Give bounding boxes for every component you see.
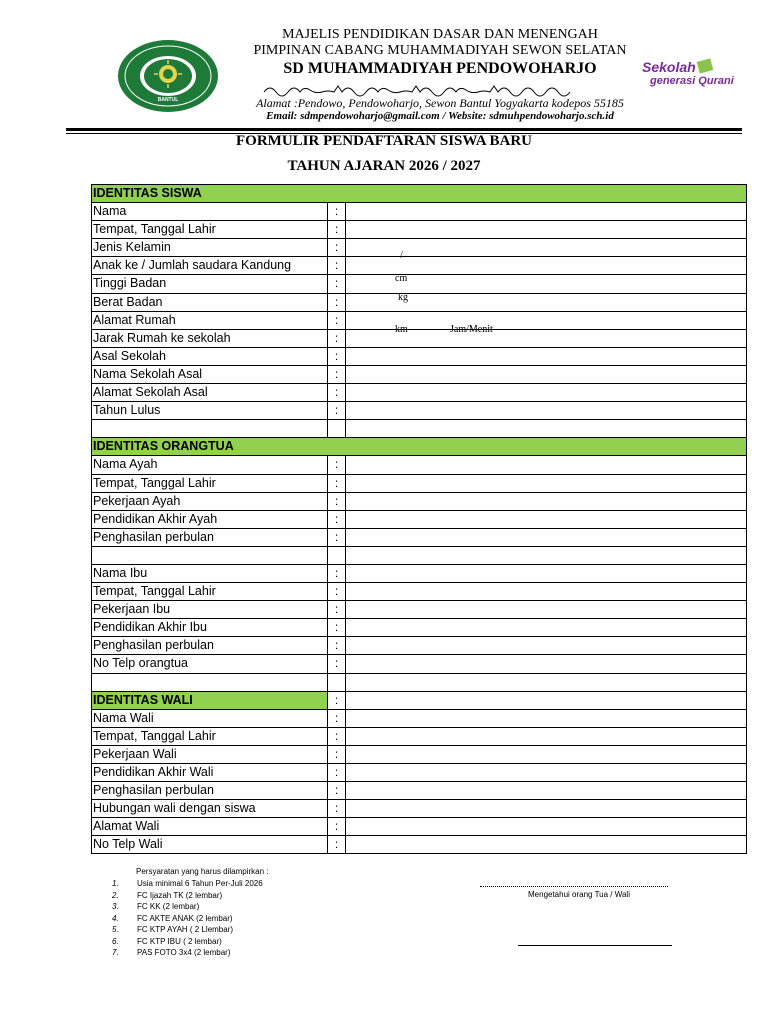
colon: :: [328, 275, 346, 293]
requirement-number: 6.: [112, 936, 119, 946]
form-row: [92, 312, 747, 330]
requirement-item: [112, 879, 263, 888]
section-title: IDENTITAS SISWA: [92, 185, 747, 203]
requirement-item: [112, 891, 222, 900]
section-title: IDENTITAS WALI: [92, 692, 328, 710]
requirement-number: 3.: [112, 902, 119, 911]
field-input[interactable]: [346, 728, 747, 746]
colon: :: [328, 239, 346, 257]
svg-text:generasi Qurani: generasi Qurani: [650, 75, 734, 87]
header-line-2: PIMPINAN CABANG MUHAMMADIYAH SEWON SELATAN: [253, 43, 627, 58]
field-input[interactable]: [346, 384, 747, 402]
colon: :: [328, 782, 346, 800]
field-label: Jenis Kelamin: [92, 239, 328, 257]
form-row: [92, 782, 747, 800]
field-label: Tempat, Tanggal Lahir: [92, 583, 328, 601]
section-identitas-wali: [92, 692, 747, 710]
form-row: [92, 475, 747, 493]
spacer-row: [92, 674, 747, 692]
form-row: [92, 710, 747, 728]
form-row: [92, 565, 747, 583]
colon: :: [328, 384, 346, 402]
form-row: [92, 728, 747, 746]
field-label: Alamat Wali: [92, 818, 328, 836]
field-input[interactable]: [346, 203, 747, 221]
field-input[interactable]: [346, 583, 747, 601]
field-input[interactable]: [346, 637, 747, 655]
header-rule-thick: [66, 128, 742, 131]
form-row: [92, 291, 747, 312]
colon: :: [328, 348, 346, 366]
field-input[interactable]: [346, 619, 747, 637]
form-row: [92, 637, 747, 655]
field-label: Berat Badan: [92, 294, 328, 312]
field-input[interactable]: [346, 348, 747, 366]
field-label: Pekerjaan Ibu: [92, 601, 328, 619]
field-input[interactable]: [346, 764, 747, 782]
field-input[interactable]: [346, 836, 747, 854]
field-label: Pendidikan Akhir Wali: [92, 764, 328, 782]
form-row: [92, 529, 747, 547]
field-input[interactable]: [346, 529, 747, 547]
colon: :: [328, 221, 346, 239]
form-row: [92, 203, 747, 221]
form-row: [92, 275, 747, 293]
field-label: Nama Wali: [92, 710, 328, 728]
requirement-item: [112, 948, 231, 957]
form-row: [92, 221, 747, 239]
form-row: [92, 764, 747, 782]
date-dotted-line: [480, 882, 668, 887]
field-input[interactable]: [346, 221, 747, 239]
colon: :: [328, 366, 346, 384]
field-label: Tinggi Badan: [92, 275, 328, 293]
colon: :: [328, 511, 346, 529]
colon: :: [328, 294, 346, 312]
field-label: Alamat Rumah: [92, 312, 328, 330]
form-row: [92, 493, 747, 511]
field-label: Penghasilan perbulan: [92, 782, 328, 800]
form-row: [92, 655, 747, 673]
colon: :: [328, 836, 346, 854]
field-input[interactable]: [346, 456, 747, 474]
unit-label: Jam/Menit: [450, 323, 493, 335]
section-identitas-siswa: [92, 185, 747, 203]
colon: :: [328, 583, 346, 601]
requirement-item: [112, 902, 199, 911]
requirement-number: 4.: [112, 913, 119, 923]
field-label: Nama Ibu: [92, 565, 328, 583]
field-input[interactable]: [346, 818, 747, 836]
form-row: [92, 402, 747, 420]
field-label: Tempat, Tanggal Lahir: [92, 475, 328, 493]
form-row: [92, 511, 747, 529]
requirement-text: FC KK (2 lembar): [137, 902, 200, 911]
colon: :: [328, 312, 346, 330]
form-row: [92, 239, 747, 257]
registration-form: [91, 184, 747, 854]
field-label: Hubungan wali dengan siswa: [92, 800, 328, 818]
field-input[interactable]: [346, 239, 747, 257]
field-label: Tahun Lulus: [92, 402, 328, 420]
field-label: Pekerjaan Ayah: [92, 493, 328, 511]
field-input[interactable]: [346, 692, 747, 710]
form-row: [92, 583, 747, 601]
acknowledge-label: Mengetahui orang Tua / Wali: [528, 890, 630, 899]
field-input[interactable]: [346, 402, 747, 420]
requirement-text: FC Ijazah TK (2 lembar): [137, 890, 223, 900]
section-title: IDENTITAS ORANGTUA: [92, 438, 747, 456]
field-input[interactable]: [346, 493, 747, 511]
form-row: [92, 746, 747, 764]
requirement-number: 2.: [112, 890, 119, 900]
colon: :: [328, 764, 346, 782]
unit-label: cm: [395, 273, 408, 285]
colon: :: [328, 456, 346, 474]
colon: :: [328, 692, 346, 710]
school-address: Alamat :Pendowo, Pendowoharjo, Sewon Bantul Yogyakarta kodepos 55185: [256, 96, 624, 110]
form-row: [92, 250, 747, 275]
field-label: Anak ke / Jumlah saudara Kandung: [92, 257, 328, 275]
form-title: FORMULIR PENDAFTARAN SISWA BARU: [236, 133, 532, 149]
colon: :: [328, 655, 346, 673]
form-row: [92, 836, 747, 854]
field-input[interactable]: [346, 710, 747, 728]
form-row: [92, 384, 747, 402]
unit-label: /: [400, 250, 403, 262]
school-logo: [116, 38, 220, 114]
requirement-item: [112, 925, 233, 934]
colon: :: [328, 619, 346, 637]
field-input[interactable]: [346, 655, 747, 673]
colon: :: [328, 637, 346, 655]
school-contact: Email: sdmpendowoharjo@gmail.com / Website: sdmuhpendowoharjo.sch.id: [266, 110, 614, 122]
signature-line[interactable]: [518, 944, 672, 946]
colon: :: [328, 493, 346, 511]
field-input[interactable]: [346, 475, 747, 493]
field-label: No Telp orangtua: [92, 655, 328, 673]
field-label: Tempat, Tanggal Lahir: [92, 221, 328, 239]
form-row: [92, 366, 747, 384]
spacer-row: [92, 420, 747, 438]
form-row: [92, 456, 747, 474]
section-identitas-orangtua: [92, 438, 747, 456]
colon: :: [328, 529, 346, 547]
form-row: [92, 619, 747, 637]
field-input[interactable]: [346, 323, 747, 348]
field-input[interactable]: [346, 511, 747, 529]
form-row: [92, 601, 747, 619]
requirement-text: FC KTP AYAH ( 2 Llembar): [137, 925, 234, 934]
header-line-1: MAJELIS PENDIDIKAN DASAR DAN MENENGAH: [282, 27, 598, 42]
form-row: [92, 348, 747, 366]
colon: :: [328, 710, 346, 728]
field-label: Pendidikan Akhir Ayah: [92, 511, 328, 529]
colon: :: [328, 818, 346, 836]
field-input[interactable]: [346, 601, 747, 619]
colon: :: [328, 330, 346, 348]
form-row: [92, 323, 747, 348]
unit-label: kg: [398, 291, 408, 303]
field-label: Nama: [92, 203, 328, 221]
colon: :: [328, 257, 346, 275]
requirement-item: [112, 914, 233, 923]
field-input[interactable]: [346, 565, 747, 583]
svg-text:BANTUL: BANTUL: [157, 97, 179, 103]
colon: :: [328, 203, 346, 221]
field-label: Asal Sekolah: [92, 348, 328, 366]
requirement-text: FC AKTE ANAK (2 lembar): [137, 913, 233, 923]
requirements-title: Persyaratan yang harus dilampirkan :: [136, 867, 269, 876]
form-row: [92, 800, 747, 818]
requirement-number: 7.: [112, 948, 119, 957]
field-label: Pekerjaan Wali: [92, 746, 328, 764]
field-input[interactable]: [346, 746, 747, 764]
school-name: SD MUHAMMADIYAH PENDOWOHARJO: [283, 60, 597, 77]
svg-text:Sekolah: Sekolah: [642, 59, 696, 75]
colon: :: [328, 746, 346, 764]
colon: :: [328, 565, 346, 583]
unit-label: km: [395, 323, 408, 335]
field-label: Penghasilan perbulan: [92, 529, 328, 547]
field-label: No Telp Wali: [92, 836, 328, 854]
field-input[interactable]: [346, 291, 747, 312]
field-input[interactable]: [346, 800, 747, 818]
field-label: Penghasilan perbulan: [92, 637, 328, 655]
colon: :: [328, 402, 346, 420]
colon: :: [328, 475, 346, 493]
requirement-number: 1.: [112, 879, 119, 888]
requirement-number: 5.: [112, 925, 119, 934]
field-label: Jarak Rumah ke sekolah: [92, 330, 328, 348]
requirement-text: PAS FOTO 3x4 (2 lembar): [137, 948, 231, 957]
colon: :: [328, 728, 346, 746]
field-input[interactable]: [346, 366, 747, 384]
academic-year: TAHUN AJARAN 2026 / 2027: [287, 158, 481, 174]
field-label: Nama Sekolah Asal: [92, 366, 328, 384]
requirement-item: [112, 937, 222, 946]
colon: :: [328, 601, 346, 619]
field-label: Tempat, Tanggal Lahir: [92, 728, 328, 746]
field-label: Nama Ayah: [92, 456, 328, 474]
field-label: Alamat Sekolah Asal: [92, 384, 328, 402]
requirement-text: FC KTP IBU ( 2 lembar): [137, 936, 222, 946]
spacer-row: [92, 547, 747, 565]
colon: :: [328, 800, 346, 818]
form-row: [92, 818, 747, 836]
field-input[interactable]: [346, 782, 747, 800]
field-label: Pendidikan Akhir Ibu: [92, 619, 328, 637]
requirement-text: Usia minimal 6 Tahun Per-Juli 2026: [137, 879, 263, 888]
